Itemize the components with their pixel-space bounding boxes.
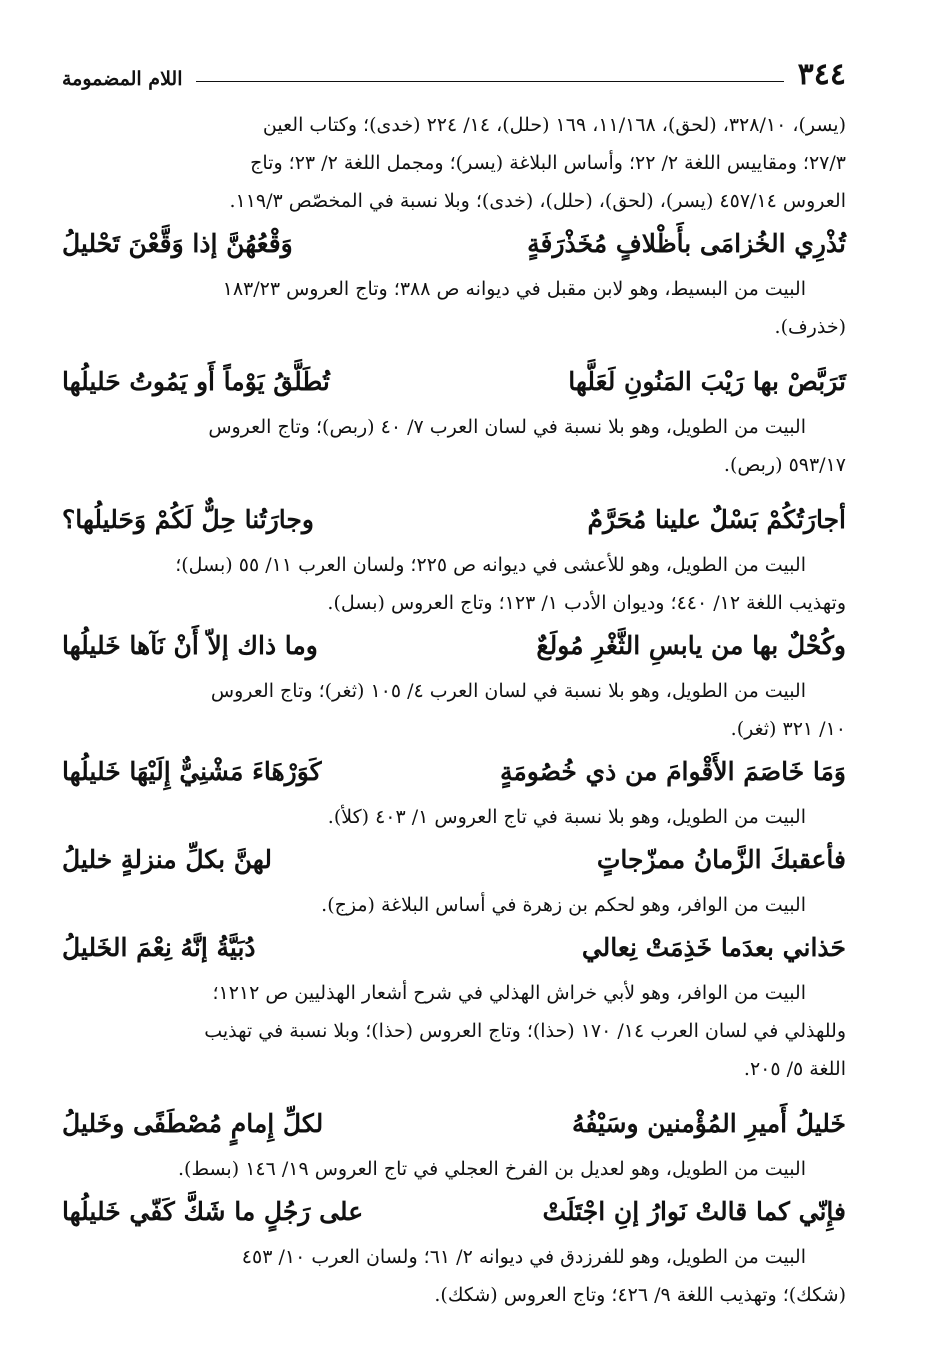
verse-second-hemistich: وَقْعُهُنَّ إذا وَقَّعْنَ تَحْليلُ	[62, 229, 293, 258]
verse-second-hemistich: وما ذاك إلاّ أَنْ نَآها خَليلُها	[62, 631, 318, 660]
verse-line	[62, 1190, 846, 1234]
page-header	[62, 56, 846, 90]
verse-first-hemistich: فأعقبكَ الزَّمانُ ممزّجاتٍ	[596, 845, 846, 874]
verse-line	[62, 498, 846, 542]
verse-source-note: اللغة ٥/ ٢٠٥.	[743, 1058, 846, 1080]
verse-source-note: (خذرف).	[774, 316, 846, 338]
verse-source-note: ١٠/ ٣٢١ (ثغر).	[730, 718, 846, 740]
verse-entry	[62, 750, 846, 836]
verse-source-note: البيت من الطويل، وهو للفرزدق في ديوانه ٢/ ٦١؛ ولسان العرب ١٠/ ٤٥٣	[241, 1246, 806, 1268]
verse-entry	[62, 838, 846, 924]
verse-source-note: البيت من البسيط، وهو لابن مقبل في ديوانه ص ٣٨٨؛ وتاج العروس ١٨٣/٢٣	[222, 278, 806, 300]
verse-second-hemistich: دُبَيَّةُ إنَّهُ نِعْمَ الخَليلُ	[62, 933, 256, 962]
verse-first-hemistich: خَليلُ أَميرِ المُؤْمنين وسَيْفُهُ	[571, 1109, 846, 1138]
verse-line	[62, 624, 846, 668]
verse-entry	[62, 222, 846, 346]
verse-first-hemistich: حَذاني بعدَما خَذِمَتْ نِعالي	[581, 933, 846, 962]
verse-source-note: ٥٩٣/١٧ (ربص).	[723, 454, 846, 476]
note-line: ٢٧/٣؛ ومقاييس اللغة ٢/ ٢٢؛ وأساس البلاغة (يسر)؛ ومجمل اللغة ٢/ ٢٣؛ وتاج	[250, 152, 846, 174]
verse-entry	[62, 1190, 846, 1314]
verse-first-hemistich: وكُحْلٌ بها من يابسِ الثَّغْرِ مُولَعٌ	[536, 631, 846, 660]
verse-line	[62, 1102, 846, 1146]
verse-line	[62, 222, 846, 266]
verse-entry	[62, 1102, 846, 1188]
verse-source-note: (شكك)؛ وتهذيب اللغة ٩/ ٤٢٦؛ وتاج العروس (شكك).	[434, 1284, 846, 1306]
section-title: اللام المضمومة	[62, 68, 183, 90]
page-number: ٣٤٤	[797, 57, 846, 92]
verse-second-hemistich: كَوَرْهَاءَ مَشْنِيٌّ إِلَيْهَا خَليلُها	[62, 757, 322, 786]
verse-source-note: وللهذلي في لسان العرب ١٤/ ١٧٠ (حذا)؛ وتاج العروس (حذا)؛ وبلا نسبة في تهذيب	[204, 1020, 846, 1042]
verse-second-hemistich: على رَجُلٍ ما شَكَّ كَفّي خَليلُها	[62, 1197, 364, 1226]
verse-entry	[62, 624, 846, 748]
verse-source-note: البيت من الطويل، وهو بلا نسبة في تاج العروس ١/ ٤٠٣ (كلأ).	[327, 806, 806, 828]
verse-line	[62, 838, 846, 882]
header-rule	[196, 81, 783, 82]
intro-footnote	[62, 106, 846, 220]
verse-second-hemistich: لكلِّ إِمامٍ مُصْطَفًى وخَليلُ	[62, 1109, 324, 1138]
verse-first-hemistich: تُذْرِي الخُزامَى بأَظْلافٍ مُخَذْرَفَةٍ	[527, 229, 846, 258]
verse-first-hemistich: تَرَبَّصْ بها رَيْبَ المَنُونِ لَعَلَّها	[568, 367, 846, 396]
verse-line	[62, 360, 846, 404]
verse-source-note: البيت من الطويل، وهو لعديل بن الفرخ العجلي في تاج العروس ١٩/ ١٤٦ (بسط).	[178, 1158, 806, 1180]
verse-source-note: البيت من الطويل، وهو بلا نسبة في لسان العرب ٤/ ١٠٥ (ثغر)؛ وتاج العروس	[210, 680, 806, 702]
verse-source-note: وتهذيب اللغة ١٢/ ٤٤٠؛ وديوان الأدب ١/ ١٢٣؛ وتاج العروس (بسل).	[327, 592, 846, 614]
verse-entry	[62, 360, 846, 484]
verse-first-hemistich: وَمَا خَاصَمَ الأَقْوامَ من ذي خُصُومَةٍ	[500, 757, 846, 786]
verse-line	[62, 926, 846, 970]
verse-source-note: البيت من الوافر، وهو لحكم بن زهرة في أساس البلاغة (مزج).	[321, 894, 806, 916]
note-line: (يسر)، ٣٢٨/١٠، (لحق)، ١١/١٦٨، ١٦٩ (حلل)، ١٤/ ٢٢٤ (خدى)؛ وكتاب العين	[262, 114, 846, 136]
verse-line	[62, 750, 846, 794]
verse-second-hemistich: تُطَلَّقُ يَوْماً أَو يَمُوتُ حَليلُها	[62, 367, 330, 396]
verse-source-note: البيت من الوافر، وهو لأبي خراش الهذلي في شرح أشعار الهذليين ص ١٢١٢؛	[212, 982, 806, 1004]
verse-entry	[62, 926, 846, 1088]
verse-entry	[62, 498, 846, 622]
verse-source-note: البيت من الطويل، وهو بلا نسبة في لسان العرب ٧/ ٤٠ (ربص)؛ وتاج العروس	[208, 416, 806, 438]
verse-second-hemistich: وجارَتُنا حِلٌّ لَكُمْ وَحَليلُها؟	[62, 505, 314, 534]
verse-second-hemistich: لهنَّ بكلِّ منزلةٍ خليلُ	[62, 845, 272, 874]
note-line: العروس ٤٥٧/١٤ (يسر)، (لحق)، (حلل)، (خدى)؛ وبلا نسبة في المخصّص ١١٩/٣.	[229, 190, 846, 212]
verse-first-hemistich: أجارَتُكُمْ بَسْلٌ علينا مُحَرَّمٌ	[587, 505, 846, 534]
verse-source-note: البيت من الطويل، وهو للأعشى في ديوانه ص ٢٢٥؛ ولسان العرب ١١/ ٥٥ (بسل)؛	[175, 554, 806, 576]
verse-first-hemistich: فإِنّي كما قالتْ نَوارُ إنِ اجْتَلَتْ	[542, 1197, 846, 1226]
